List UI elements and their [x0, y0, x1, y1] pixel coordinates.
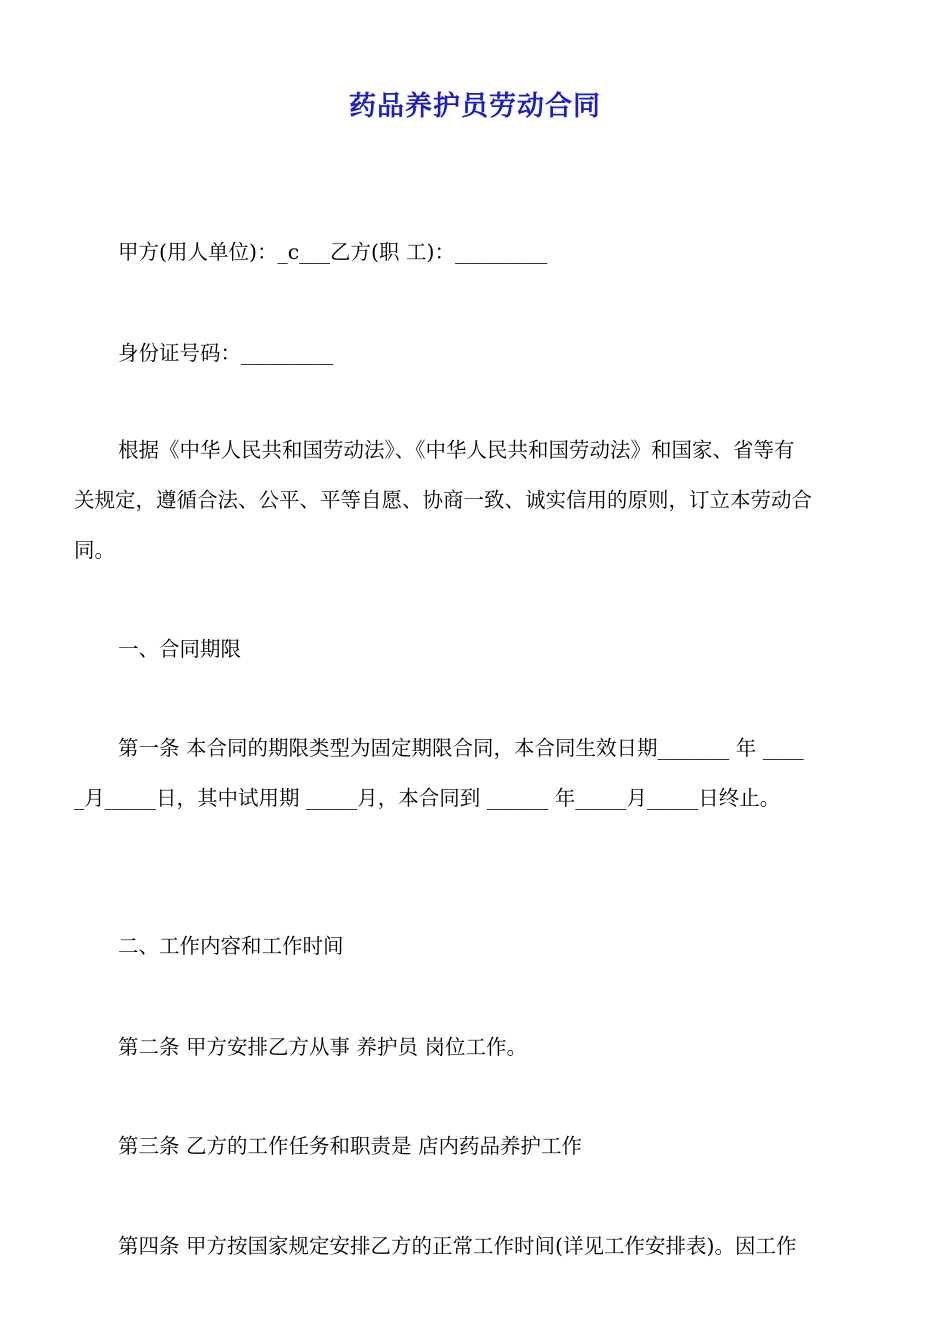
section-heading-2: 二、工作内容和工作时间 [118, 934, 344, 958]
preamble-line-3: 同。 [74, 538, 115, 562]
document-title: 药品养护员劳动合同 [349, 91, 601, 122]
article-1-line-1: 第一条 本合同的期限类型为固定期限合同，本合同生效日期_______ 年 ____ [118, 736, 804, 760]
article-4-line-1: 第四条 甲方按国家规定安排乙方的正常工作时间(详见工作安排表)。因工作 [118, 1234, 797, 1258]
party-line: 甲方(用人单位)：_c___乙方(职 工)：_________ [118, 240, 548, 264]
preamble-line-2: 关规定，遵循合法、公平、平等自愿、协商一致、诚实信用的原则，订立本劳动合 [74, 488, 812, 512]
article-3: 第三条 乙方的工作任务和职责是 店内药品养护工作 [118, 1134, 583, 1158]
id-number-line: 身份证号码：_________ [118, 341, 334, 365]
section-heading-1: 一、合同期限 [118, 637, 241, 661]
preamble-line-1: 根据《中华人民共和国劳动法》、《中华人民共和国劳动法》和国家、省等有 [118, 438, 795, 462]
article-1-line-2: _月_____日，其中试用期 _____月，本合同到 ______ 年_____月_____日终止。 [74, 786, 781, 810]
article-2: 第二条 甲方安排乙方从事 养护员 岗位工作。 [118, 1035, 528, 1059]
